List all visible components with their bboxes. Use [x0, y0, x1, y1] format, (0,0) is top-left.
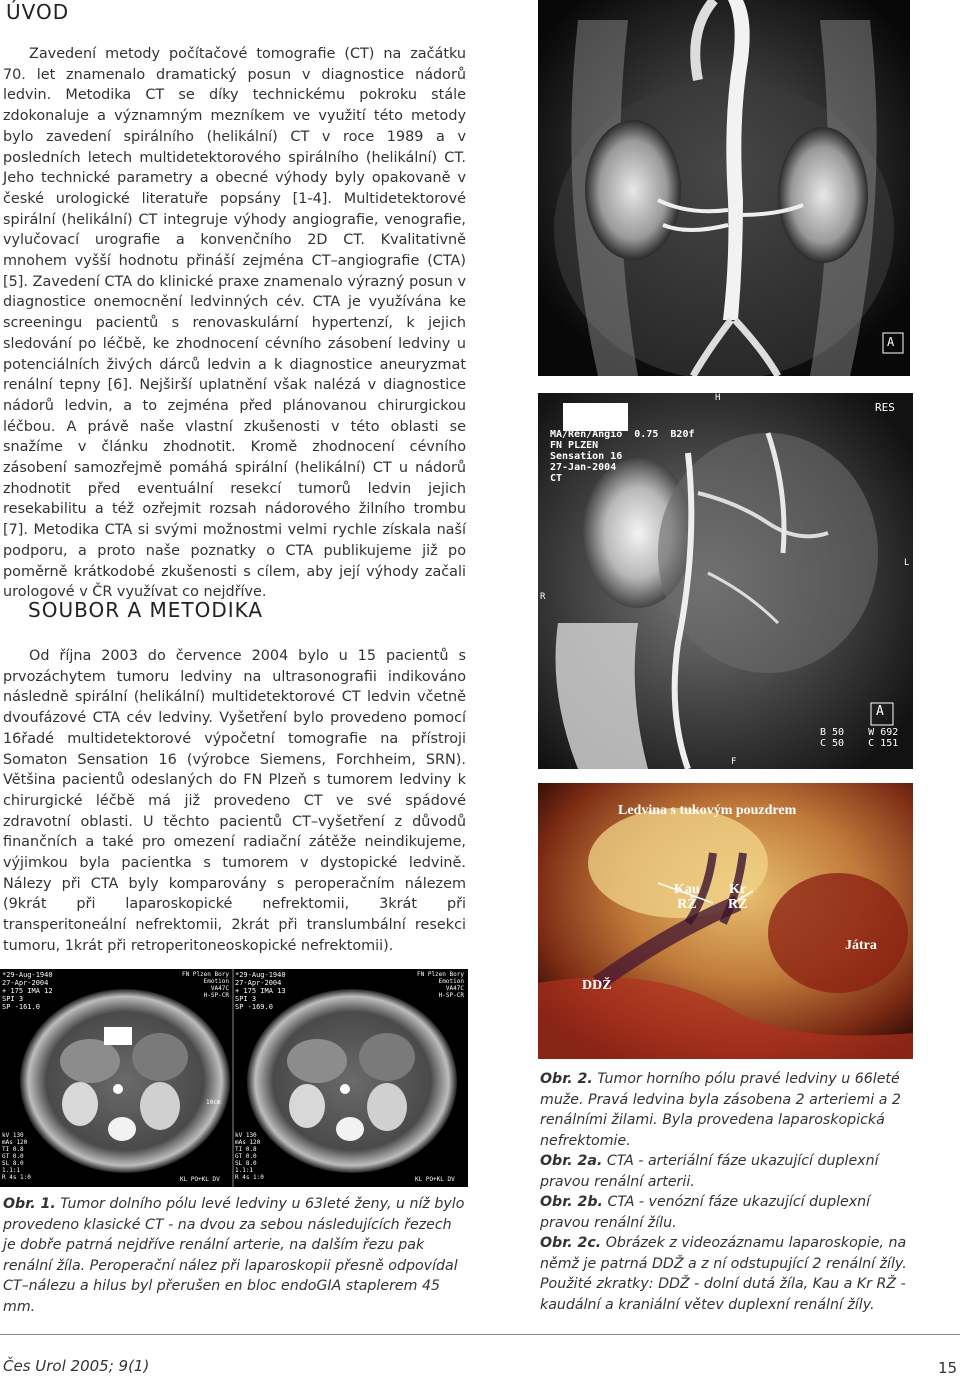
figure-2b-cta-venous — [538, 393, 913, 769]
fig1-right-bottom-info: kV 130 mAs 120 TI 0.8 GT 0.0 SL 8.0 1.1:1 R 4s 1:0 — [235, 1132, 264, 1181]
fig2b-stats-text: B 50 W 692 C 50 C 151 — [820, 727, 899, 749]
fig2c-kr-label: Kr RŽ — [728, 882, 748, 912]
ct-slice-left — [20, 989, 230, 1173]
fig1-left-tr-info: FN Plzen Bory Emotion VA47C H-SP-CR — [182, 971, 229, 999]
fig1-right-br-info: KL PO+KL DV — [415, 1176, 455, 1183]
intro-paragraph: Zavedení metody počítačové tomografie (CT) na začátku 70. let znamenalo dramatický posun v diagnostice nádorů ledvin. Metodika CT se díky technickému pokroku stále zdokonaluje a významným mezníkem ve využití této metody bylo zavedení spirálního (helikální) CT v roce 1989 a v posledních letech multidetektorového spirálního (helikální) CT. Jeho technické parametry a obecné výhody byly opakovaně v české urologické literatuře popsány [1-4]. Multidetektorové spirální (helikální) CT integruje výhody angiografie, venografie, vylučovací urografie a konvenčního 2D CT. Kvalitativně mnohem vyšší hodnotu přináší zejména CT–angiografie (CTA) [5]. Zavedení CTA do klinické praxe znamenalo výrazný posun v diagnostice onemocnění ledvinných cév. CTA je využívána ke screeningu pacientů s renovaskulární hypertenzí, k jejich sledování po léčbě, ke zhodnocení cévního zásobení ledviny u potenciálních živých dárců ledvin a k diagnostice aneuryzmat renální tepny [6]. Nejširší uplatnění však nalézá v diagnostice nádorů ledvin, a to zejména před plánovanou chirurgickou léčbou. A právě naše vlastní zkušenosti v této oblasti se snažíme v článku zhodnotit. Kromě zhodnocení cévního zásobení samozřejmě pomáhá spirální (helikální) CT u nádorů zhodnotit před eventuální resekcí tumorů ledvin jejich resekabilitu a též ozřejmit rozsah nádorového žilního trombu [7]. Metodika CTA si svými možnostmi velmi rychle získala naší podporu, a proto naše poznatky o CTA publikujeme již po poměrně krátkodobé zkušenosti s cílem, aby její výhody začali urologové v ČR využívat co nejdříve. — [3, 46, 466, 601]
intro-heading: ÚVOD — [6, 0, 70, 24]
caption-fig2b-label: Obr. 2b. — [540, 1194, 603, 1210]
caption-figure-1 — [3, 1194, 466, 1317]
fig1-left-bottom-info: kV 130 mAs 120 TI 0.8 GT 0.0 SL 8.0 1.1:1 R 4s 1:0 — [2, 1132, 31, 1181]
figure-2a-cta-arterial — [538, 0, 910, 376]
fig2c-ddz-label: DDŽ — [582, 978, 612, 993]
fig1-scale-label: 10cm — [206, 1099, 221, 1106]
methods-paragraph: Od října 2003 do července 2004 bylo u 15 pacientů s prvozáchytem tumoru ledviny na ultrasonografii indikováno následně spirální (helikální) multidetektorové CT ledvin včetně dvoufázové CTA cév ledviny. Vyšetření bylo provedeno pomocí 16řadé multidetektorové výpočetní tomografie na přístroji Somaton Sensation 16 (výrobce Siemens, Forchheim, SRN). Většina pacientů odeslaných do FN Plzeň s tumorem ledviny k chirurgické léčbě má již provedeno CT ve své spádové zdravotní oblasti. U těchto pacientů CT–vyšetření z důvodů finančních a také pro omezení radiační zátěže neindikujeme, výjimkou byla pacientka s tumorem v dystopické ledvině. Nálezy při CTA byly komparovány s peroperačním nálezem (9krát při laparoskopické nefrektomii, 3krát při transperitoneální nefrektomii, 2krát při translumbální resekci tumoru, 1krát při retroperitoneoskopické nefrektomii). — [3, 648, 466, 954]
fig2b-l-marker: L — [904, 558, 910, 568]
fig2b-info-text: MA/Ren/Angio 0.75 B20f FN PLZEN Sensation 16 27-Jan-2004 CT — [550, 429, 695, 484]
caption-fig1-text: Tumor dolního pólu levé ledviny u 63leté ženy, u níž bylo provedeno klasické CT - na dvou za sebou následujících řezech je dobře patrná nejdříve renální arterie, na dalším řezu pak renální žíla. Peroperační nález při laparoskopii přesně odpovídal CT–nálezu a hilus byl přerušen en bloc endoGIA staplerem 45 mm. — [3, 1196, 465, 1315]
fig2c-title-label: Ledvina s tukovým pouzdrem — [618, 803, 797, 818]
fig1-left-br-info: KL PO+KL DV — [180, 1176, 220, 1183]
fig1-right-tr-info: FN Plzen Bory Emotion VA47C H-SP-CR — [417, 971, 464, 999]
figure-1-ct-slices — [0, 969, 468, 1187]
footer-rule — [0, 1334, 960, 1335]
fig1-right-top-info: *29-Aug-1940 27-Apr-2004 + 175 IMA 13 SPI 3 SP -169.0 — [235, 971, 286, 1011]
caption-figure-2 — [540, 1069, 913, 1315]
caption-fig2a-text: CTA - arteriální fáze ukazující duplexní pravou renální arterii. — [540, 1153, 879, 1190]
fig2b-f-marker: F — [731, 757, 737, 767]
fig1-left-top-info: *29-Aug-1940 27-Apr-2004 + 175 IMA 12 SPI 3 SP -161.0 — [2, 971, 53, 1011]
caption-fig2c-label: Obr. 2c. — [540, 1235, 602, 1251]
fig2b-res-label: RES — [875, 401, 895, 414]
journal-citation: Čes Urol 2005; 9(1) — [3, 1357, 150, 1375]
caption-fig2-label: Obr. 2. — [540, 1071, 593, 1087]
fig2c-kau-label: Kau RŽ — [674, 882, 700, 912]
caption-fig2a-label: Obr. 2a. — [540, 1153, 603, 1169]
caption-fig2c-text: Obrázek z videozáznamu laparoskopie, na němž je patrná DDŽ a z ní odstupující 2 renální žíly. Použité zkratky: DDŽ - dolní dutá žíla, Kau a Kr RŽ - kaudální a kraniální větev duplexní renální žíly. — [540, 1235, 907, 1313]
figure-2c-laparoscopy — [538, 783, 913, 1059]
fig2b-h-marker: H — [715, 393, 721, 403]
ct-slice-right — [247, 989, 457, 1173]
caption-fig1-label: Obr. 1. — [3, 1196, 56, 1212]
caption-fig2-text: Tumor horního pólu pravé ledviny u 66leté muže. Pravá ledvina byla zásobena 2 arteriemi a 2 renálními žilami. Byla provedena laparoskopická nefrektomie. — [540, 1071, 901, 1149]
caption-fig2b-text: CTA - venózní fáze ukazující duplexní pravou renální žílu. — [540, 1194, 871, 1231]
fig2b-r-marker: R — [540, 592, 546, 602]
fig2a-corner-label: A — [887, 335, 895, 349]
page-number: 15 — [938, 1359, 958, 1377]
fig2b-corner-label: A — [876, 704, 884, 719]
fig2c-jatra-label: Játra — [845, 938, 877, 953]
methods-heading: SOUBOR A METODIKA — [28, 598, 264, 622]
